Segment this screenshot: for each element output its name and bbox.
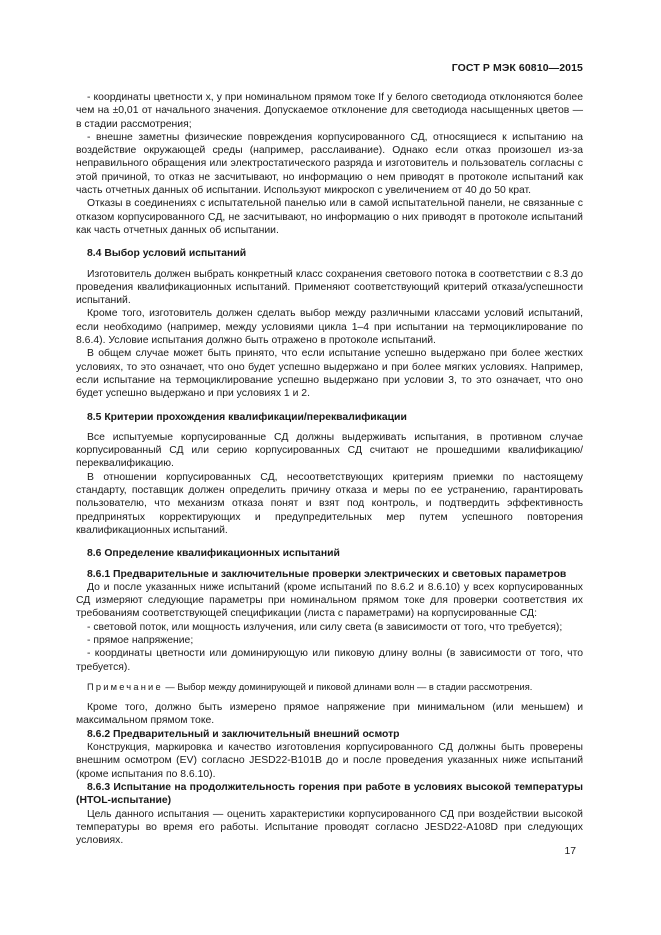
list-item: - координаты цветности x, y при номинальном прямом токе If у белого светодиода отклоняются более чем на ±0,01 от начального значения. Допускаемое отклонение для светодиода насыщенных цветов — в стадии рассмотрения; xyxy=(76,92,583,130)
paragraph: До и после указанных ниже испытаний (кроме испытаний по 8.6.2 и 8.6.10) у всех корпусированных СД измеряют следующие параметры при номинальном прямом токе для проверки соответствия их требованиям соответствующей спецификации (листа с параметрами) на корпусированные СД: xyxy=(76,581,583,620)
subsection-heading: 8.6.1 Предварительные и заключительные проверки электрических и световых параметров xyxy=(87,568,567,580)
page-number: 17 xyxy=(564,846,576,857)
paragraph: В отношении корпусированных СД, несоответствующих критериям приемки по настоящему стандарту, поставщик должен определить причину отказа и меры по ее устранению, гарантировать пользователю, что механизм отказа понят и взят под контроль, и подтвердить эффективность предпринятых корректирующих и предупредительных мер путем успешного повторения квалификационных испытаний. xyxy=(76,471,583,536)
paragraph: Конструкция, маркировка и качество изготовления корпусированного СД должны быть проверены внешним осмотром (EV) согласно JESD22-B101B до и после проведения указанных ниже испытаний (кроме испытания по 8.6.10). xyxy=(76,742,583,780)
paragraph: В общем случае может быть принято, что если испытание успешно выдержано при более жестких условиях, то это означает, что оно будет успешно выдержано и при более мягких условиях. Например, если испытание на термоциклирование успешно выдержано при условии 3, то это означает, что оно будет успешно выдержано и при условиях 1 и 2. xyxy=(76,348,583,400)
standard-header: ГОСТ Р МЭК 60810—2015 xyxy=(451,62,583,74)
note xyxy=(76,681,583,694)
list-item: - световой поток, или мощность излучения, или силу света (в зависимости от того, что требуется); xyxy=(87,621,563,633)
list-item: - прямое напряжение; xyxy=(87,634,194,646)
paragraph: Кроме того, изготовитель должен сделать выбор между различными классами условий испытаний, если необходимо (например, между условиями цикла 1–4 при испытании на термоциклирование по 8.6.4). Условие испытания должно быть отражено в протоколе испытаний. xyxy=(76,308,583,347)
paragraph: Цель данного испытания — оценить характеристики корпусированного СД при воздействии высокой температуры во время его работы. Испытание проводят согласно JESD22-A108D при следующих условиях. xyxy=(76,808,583,847)
note-text: — Выбор между доминирующей и пиковой длинами волн — в стадии рассмотрения. xyxy=(162,681,533,692)
paragraph: Отказы в соединениях с испытательной панелью или в самой испытательной панели, не связанные с отказом корпусированного СД, не засчитывают, но информацию о них приводят в протоколе испытаний как часть отчетных данных об испытании. xyxy=(76,198,583,236)
paragraph: Все испытуемые корпусированные СД должны выдерживать испытания, в противном случае корпусированный СД или серию корпусированных СД считают не прошедшими квалификацию/переквалификацию. xyxy=(76,431,583,470)
note-label: Примечание xyxy=(87,681,163,692)
section-heading: 8.4 Выбор условий испытаний xyxy=(87,248,247,260)
subsection-heading: 8.6.2 Предварительный и заключительный внешний осмотр xyxy=(87,728,400,740)
section-heading: 8.5 Критерии прохождения квалификации/переквалификации xyxy=(87,411,407,423)
list-item: - внешне заметны физические повреждения корпусированного СД, относящиеся к испытанию на воздействие окружающей среды (например, расслаивание). Однако если отказ произошел из-за неправильного обращения или электростатического разряда и изготовитель и пользователь согласны с этой причиной, то отказ не засчитывают, но информацию о нем приводят в протоколе испытаний как часть отчетных данных об испытании. Используют микроскоп с увеличением от 40 до 50 крат. xyxy=(76,131,583,197)
paragraph: Изготовитель должен выбрать конкретный класс сохранения светового потока в соответствии с 8.3 до проведения квалификационных испытаний. Применяют соответствующий критерий отказа/успешности испытаний. xyxy=(76,268,583,307)
subsection-heading: 8.6.3 Испытание на продолжительность горения при работе в условиях высокой температуры (HTOL-испытание) xyxy=(76,781,583,807)
page-body xyxy=(76,91,583,847)
section-heading: 8.6 Определение квалификационных испытаний xyxy=(87,548,340,560)
paragraph: Кроме того, должно быть измерено прямое напряжение при минимальном (или меньшем) и максимальном прямом токе. xyxy=(76,702,583,727)
list-item: - координаты цветности или доминирующую или пиковую длину волны (в зависимости от того, что требуется). xyxy=(76,648,583,673)
